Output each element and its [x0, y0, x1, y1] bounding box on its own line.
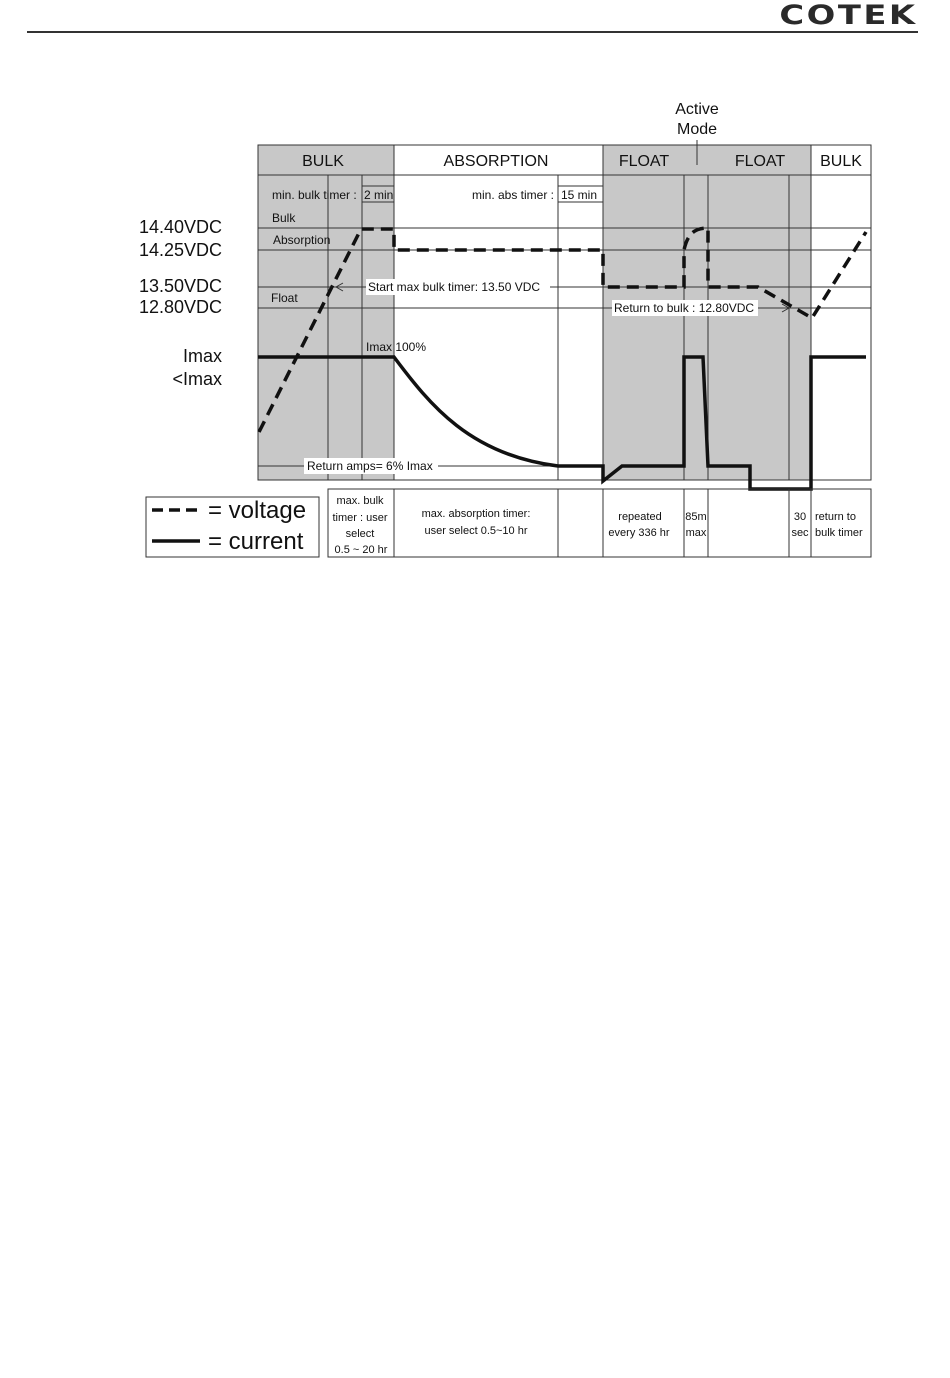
imax-100-label: Imax 100%	[366, 340, 427, 354]
legend-current-label: = current	[208, 528, 304, 555]
min-abs-timer-label: min. abs timer :	[472, 188, 555, 202]
phase-label-bulk: BULK	[302, 153, 344, 170]
notes-row	[328, 489, 871, 557]
return-to-bulk-label: Return to bulk : 12.80VDC	[614, 301, 755, 315]
level-imax: Imax	[182, 346, 222, 366]
min-bulk-timer-label: min. bulk timer :	[272, 188, 357, 202]
note-max-abs-1: max. absorption timer:	[421, 508, 531, 520]
row-label-float: Float	[271, 291, 298, 305]
cotek-logo: COTEK	[779, 0, 918, 31]
level-12-80: 12.80VDC	[138, 297, 222, 317]
note-max-abs-2: user select 0.5~10 hr	[424, 525, 528, 537]
note-max-bulk-3: select	[345, 528, 375, 540]
row-label-absorption: Absorption	[273, 233, 331, 247]
note-max-bulk-1: max. bulk	[336, 495, 384, 507]
note-active-max-1: 85m	[685, 511, 707, 523]
note-repeated-1: repeated	[618, 511, 662, 523]
phase-label-bulk-2: BULK	[820, 153, 862, 170]
min-bulk-timer-value: 2 min	[364, 188, 394, 202]
level-14-40: 14.40VDC	[138, 217, 222, 237]
active-mode-label-1: Active	[675, 101, 719, 118]
row-label-bulk: Bulk	[272, 211, 296, 225]
level-13-50: 13.50VDC	[138, 276, 222, 296]
note-max-bulk-4: 0.5 ~ 20 hr	[334, 544, 388, 556]
note-sec-1: 30	[793, 511, 807, 523]
note-return-timer-1: return to	[815, 511, 856, 523]
phase-label-float: FLOAT	[618, 153, 670, 170]
note-max-bulk-2: timer : user	[332, 512, 388, 524]
note-sec-2: sec	[791, 527, 809, 539]
phase-label-absorption: ABSORPTION	[443, 153, 549, 170]
note-active-max-2: max	[685, 527, 707, 539]
note-return-timer-2: bulk timer	[815, 527, 863, 539]
min-abs-timer-value: 15 min	[561, 188, 598, 202]
phase-label-float-2: FLOAT	[734, 153, 786, 170]
level-less-imax: <Imax	[172, 369, 222, 389]
note-repeated-2: every 336 hr	[608, 527, 670, 539]
return-amps-label: Return amps= 6% Imax	[307, 459, 433, 473]
level-14-25: 14.25VDC	[138, 240, 222, 260]
start-max-bulk-label: Start max bulk timer: 13.50 VDC	[368, 280, 541, 294]
legend-voltage-label: = voltage	[208, 497, 307, 524]
active-mode-label-2: Mode	[676, 121, 718, 138]
